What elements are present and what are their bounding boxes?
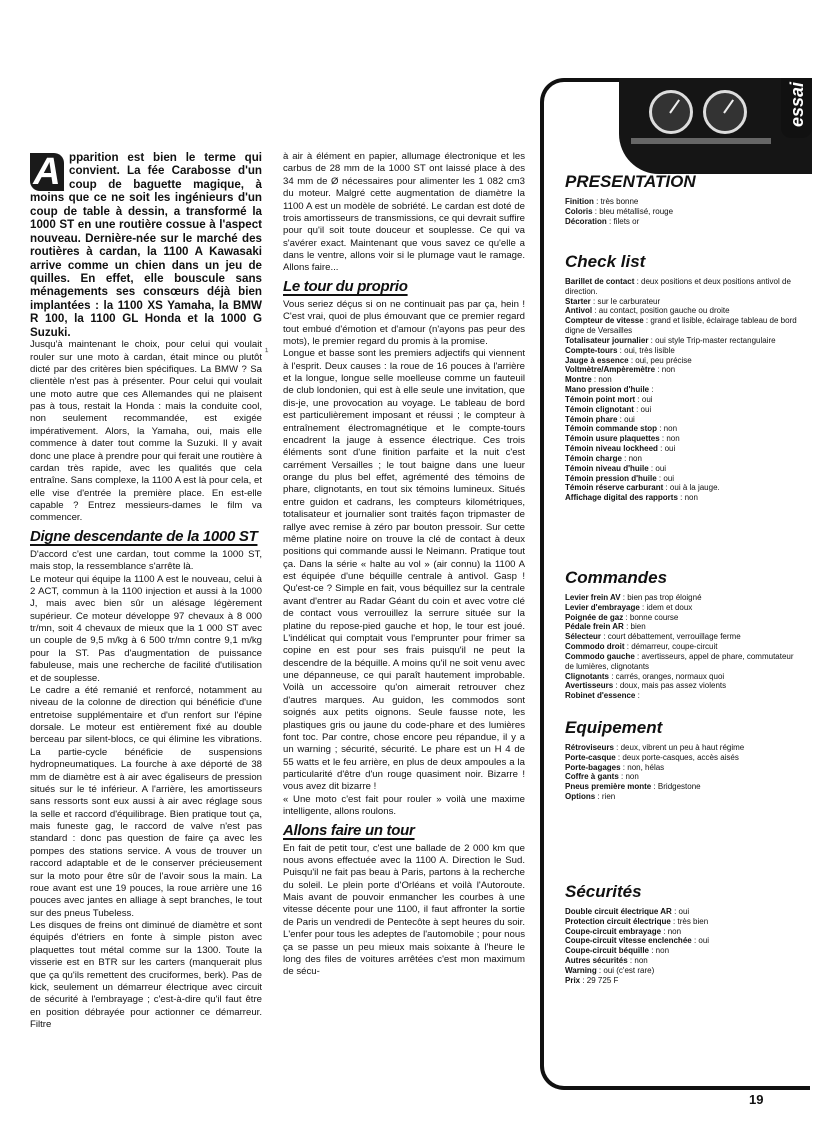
spec-value: :	[635, 691, 640, 701]
spec-key: Coupe-circuit embrayage	[565, 926, 662, 936]
lead-paragraph: pparition est bien le terme qui convient. La fée Carabosse d'un coup de baguette magique, à moins que ce ne soit les ingénieurs d'un coup de table à dessin, a transformé la 1000 ST en une routière cossue à l'aspect nouveau. Dernière-née sur le marché des routières à cardan, la 1100 A Kawasaki arrive comme un chien dans un jeu de quilles. En effet, elle bouscule sans ménagements ses consœurs déjà bien implantées : la 1100 XS Yamaha, la BMW R 100, la 1100 GL Honda et la 1000 G Suzuki.	[30, 151, 262, 339]
spec-key: Levier frein AV	[565, 593, 621, 602]
spec-key: Témoin charge	[565, 453, 622, 463]
spec-value: : oui style Trip-master rectangulaire	[648, 335, 776, 345]
spec-value: : non	[591, 375, 612, 385]
spec-key: Coupe-circuit béquille	[565, 946, 650, 956]
spec-value: : non	[677, 493, 698, 503]
drop-cap: A	[30, 153, 64, 191]
spec-item	[565, 464, 797, 474]
spec-key: Coupe-circuit vitesse enclenchée	[565, 936, 692, 946]
spec-key: Voltmètre/Ampèremètre	[565, 365, 656, 375]
spec-value: : deux porte-casques, accès aisés	[615, 752, 739, 762]
spec-item	[565, 966, 797, 976]
spec-key: Montre	[565, 375, 592, 385]
margin-mark: ¹	[265, 347, 269, 358]
spec-value: : non	[649, 946, 670, 956]
spec-value: :	[649, 385, 654, 395]
section3-paragraph-1: En fait de petit tour, c'est une ballade de 2 000 km que nous avons effectuée avec la 1100 A. Direction le Sud. Puisqu'il ne fait pas beau à Paris, partons à la recherche du soleil. Le plein porte d'Orléans et voilà l'Autoroute. Mais avant de pouvoir enmancher les courbes à une vitesse décente pour une 1100, il faut affronter la sortie de Paris un vendredi de Pentecôte à sept heures du soir. L'enfer pour tous les adeptes de l'automobile ; pour nous ça se passe un peu mieux mais soixante à l'heure le long des files de voitures arrêtées c'est mon maximum de sécu-	[283, 842, 525, 978]
spec-key: Témoin réserve carburant	[565, 483, 664, 493]
spec-value: : deux positions et deux positions antivol de direction.	[565, 277, 791, 296]
spec-key: Témoin usure plaquettes	[565, 434, 660, 444]
spec-value: : oui	[691, 936, 710, 946]
spec-item	[565, 782, 797, 792]
section1-paragraph-2: Le moteur qui équipe la 1100 A est le nouveau, celui à 2 ACT, commun à la 1100 injection et aussi à la 1000 J, mais avec bien sûr un alésage légèrement supérieur. Ce moteur développe 97 chevaux à 8 000 tr/mn, soit 4 chevaux de mieux que la 1 000 ST avec un couple de 9,5 m/kg à 6 500 tr/mn contre 9,1 m/kg pour la ST. Pas d'augmentation de puissance fabuleuse, mais une recherche de facilité d'utilisation et de souplesse.	[30, 573, 262, 684]
spec-key: Clignotants	[565, 671, 609, 681]
spec-key: Protection circuit électrique	[565, 916, 671, 926]
spec-item	[565, 632, 797, 642]
presentation-section	[565, 172, 797, 226]
spec-value: : non	[661, 926, 682, 936]
spec-item	[565, 356, 797, 366]
spec-key: Décoration	[565, 216, 607, 226]
spec-value: : carrés, oranges, normaux quoi	[609, 671, 725, 681]
commandes-title: Commandes	[565, 568, 668, 587]
spec-item	[565, 395, 797, 405]
section2-paragraph-3: « Une moto c'est fait pour rouler » voilà une maxime intelligente, allons roulons.	[283, 793, 525, 818]
column2-paragraph-1: à air à élément en papier, allumage électronique et les carbus de 28 mm de la 1000 ST ont laissé place à des 34 mm de Ø nécessaires pour alimenter les 1 082 cm3 du moteur. Malgré cette augmentation de diamètre la 1100 A est un modèle de sobriété. Le cardan est doté de trois amortisseurs de transmissions, ce qui devrait suffire pour qu'il soit toute douceur et souplesse. Ce qui va s'avérer exact. Maintenant que vous savez ce qu'elle a dans le ventre, allons voir si le plumage vaut le ramage. Allons faire...	[283, 151, 525, 274]
spec-value: : oui	[657, 444, 676, 454]
spec-item	[565, 763, 797, 773]
spec-item	[565, 772, 797, 782]
spec-value: : au contact, position gauche ou droite	[592, 306, 730, 316]
spec-item	[565, 405, 797, 415]
section-heading-1: Digne descendante de la 1000 ST	[30, 527, 258, 545]
article-lead	[30, 151, 262, 339]
article-column-1	[30, 151, 262, 1031]
spec-item	[565, 365, 797, 375]
spec-key: Témoin point mort	[565, 394, 636, 404]
spec-item	[565, 936, 797, 946]
spec-key: Autres sécurités	[565, 956, 628, 966]
spec-key: Robinet d'essence	[565, 691, 636, 701]
spec-key: Compte-tours	[565, 345, 618, 355]
spec-key: Témoin pression d'huile	[565, 473, 657, 483]
article-column-2	[283, 151, 525, 979]
commandes-section	[565, 568, 797, 701]
spec-item	[565, 753, 797, 763]
spec-item	[565, 483, 797, 493]
spec-value: : rien	[595, 792, 616, 802]
spec-value: : oui, peu précise	[628, 355, 692, 365]
spec-value: : très bien	[670, 916, 709, 926]
spec-item	[565, 493, 797, 503]
intro-paragraph: Jusqu'à maintenant le choix, pour celui qui voulait rouler sur une moto à cardan, était mince ou plutôt dicté par des critères bien spécifiques. La BMW ? Sa clientèle n'est pas à présenter. Pour celui qui voulait une moto autre que ces Allemandes qui ne plaisent pas à tous, restait la Honda : mais la conduite cool, non seulement recommandée, est exigée impérativement. Alors, la Yamaha, oui, mais elle commence à dater tout comme la Suzuki. Il y avait donc une place à prendre pour qui ferait une routière à cardan très rapide, avec les qualités que cela entraîne. Sans complexe, la 1100 A est là pour cela, et elle vise d'entrée la première place. En est-elle capable ? Entrez messieurs-dames le film va commencer.	[30, 339, 263, 524]
spec-key: Témoin phare	[565, 414, 618, 424]
spec-item	[565, 946, 797, 956]
spec-item	[565, 454, 797, 464]
spec-value: : non	[655, 365, 676, 375]
section1-paragraph-1: D'accord c'est une cardan, tout comme la 1000 ST, mais stop, la ressemblance s'arrête là.	[30, 548, 262, 573]
spec-key: Coffre à gants	[565, 772, 619, 782]
spec-item	[565, 316, 797, 336]
spec-key: Jauge à essence	[565, 355, 629, 365]
spec-key: Affichage digital des rapports	[565, 493, 678, 503]
spec-item	[565, 277, 797, 297]
spec-item	[565, 306, 797, 316]
spec-key: Témoin clignotant	[565, 404, 634, 414]
handlebar-shape	[631, 138, 771, 144]
spec-item	[565, 197, 797, 207]
spec-item	[565, 385, 797, 395]
spec-value: : bien pas trop éloigné	[620, 593, 702, 602]
spec-item	[565, 672, 797, 682]
section1-paragraph-4: Les disques de freins ont diminué de diamètre et sont équipés d'étriers en fonte à simple piston avec plaquettes tout métal comme sur la 1300. Toute la visserie est en BTR sur les carters (manquerait plus que ça qu'ils remettent des cruciformes, berk). Pas de kick, seulement un démarreur électrique avec circuit de sécurité à l'embrayage ; c'est-à-dire qu'il faut être en position débrayée pour actionner ce démarreur. Filtre	[30, 920, 262, 1030]
spec-value: : non	[657, 424, 678, 434]
spec-item	[565, 681, 797, 691]
spec-key: Coloris	[565, 206, 593, 216]
spec-value: : oui	[671, 907, 690, 916]
spec-key: Sélecteur	[565, 632, 602, 642]
spec-value: : non, hélas	[620, 762, 665, 772]
spec-item	[565, 424, 797, 434]
presentation-title: PRESENTATION	[565, 172, 696, 191]
spec-value: : bien	[623, 622, 646, 632]
tachometer-gauge-icon	[703, 90, 747, 134]
spec-item	[565, 743, 797, 753]
spec-key: Mano pression d'huile	[565, 385, 650, 395]
spec-key: Poignée de gaz	[565, 612, 624, 622]
spec-key: Avertisseurs	[565, 681, 614, 691]
spec-item	[565, 434, 797, 444]
spec-value: : bleu métallisé, rouge	[592, 206, 674, 216]
spec-value: : filets or	[606, 216, 640, 226]
spec-value: : Bridgestone	[651, 782, 701, 792]
spec-value: : bonne course	[623, 612, 679, 622]
speedometer-gauge-icon	[649, 90, 693, 134]
spec-value: : non	[618, 772, 639, 782]
spec-item	[565, 207, 797, 217]
spec-value: : deux, vibrent un peu à haut régime	[613, 743, 745, 752]
spec-key: Compteur de vitesse	[565, 316, 644, 326]
section-heading-3: Allons faire un tour	[283, 821, 415, 839]
spec-key: Levier d'embrayage	[565, 602, 640, 612]
spec-item	[565, 691, 797, 701]
section1-paragraph-3: Le cadre a été remanié et renforcé, notamment au niveau de la colonne de direction qui bénéficie d'une entretoise supplémentaire et d'un renfort sur l'épine dorsale. Le moteur est entièrement fixé au double berceau par silent-blocs, ce qui élimine les vibrations. La partie-cycle bénéficie de suspensions hydropneumatiques. La fourche à axe déporté de 38 mm de diamètre est à air avec égaliseurs de pression situés sur le té inférieur. A l'arrière, les amortisseurs sans ressorts sont eux aussi à air avec réglage sous la selle et raccord d'équilibrage. Bien pratique tout ça, mais funeste gag, le raccord de valve n'est pas standard : donc pas question de faire ça avec les pompes des stations service. A vous de trouver un raccord adaptable et de le conserver précieusement sur la moto pour être sûr de l'avoir sous la main. La roue avant est une 19 pouces, la roue arrière une 16 pouces avec jantes en alliage à sept branches, le tout sur des pneus Tubeless.	[30, 684, 262, 919]
spec-item	[565, 297, 797, 307]
spec-item	[565, 415, 797, 425]
spec-item	[565, 375, 797, 385]
spec-value: : non	[659, 434, 680, 444]
spec-key: Porte-bagages	[565, 762, 621, 772]
spec-value: : oui	[656, 473, 675, 483]
spec-value: : court débattement, verrouillage ferme	[601, 632, 741, 642]
spec-item	[565, 217, 797, 227]
spec-item	[565, 474, 797, 484]
spec-key: Warning	[565, 965, 597, 975]
securites-section	[565, 882, 797, 986]
spec-key: Témoin niveau d'huile	[565, 463, 649, 473]
spec-item	[565, 613, 797, 623]
spec-key: Pneus première monte	[565, 782, 652, 792]
spec-key: Starter	[565, 296, 591, 306]
spec-value: : oui	[648, 463, 667, 473]
spec-value: : oui, très lisible	[617, 345, 675, 355]
spec-key: Témoin commande stop	[565, 424, 658, 434]
spec-key: Barillet de contact	[565, 277, 635, 286]
spec-key: Finition	[565, 197, 594, 206]
spec-key: Antivol	[565, 306, 593, 316]
spec-item	[565, 444, 797, 454]
essai-label: essai	[787, 82, 807, 128]
spec-value: : non	[621, 453, 642, 463]
spec-key: Commodo gauche	[565, 651, 635, 661]
spec-value: : doux, mais pas assez violents	[613, 681, 727, 691]
spec-value: : sur le carburateur	[590, 296, 661, 306]
spec-item	[565, 917, 797, 927]
spec-value: : avertisseurs, appel de phare, commutateur de lumières, clignotants	[565, 651, 794, 671]
equipement-section	[565, 718, 797, 802]
securites-title: Sécurités	[565, 882, 642, 901]
spec-key: Totalisateur journalier	[565, 335, 649, 345]
spec-key: Rétroviseurs	[565, 743, 614, 752]
spec-item	[565, 907, 797, 917]
spec-key: Porte-casque	[565, 752, 616, 762]
spec-key: Commodo droit	[565, 642, 625, 652]
spec-value: : très bonne	[593, 197, 639, 206]
spec-value: : idem et doux	[639, 602, 693, 612]
spec-value: : démarreur, coupe-circuit	[624, 642, 718, 652]
spec-item	[565, 346, 797, 356]
spec-value: : 29 725 F	[580, 975, 619, 985]
spec-key: Double circuit électrique AR	[565, 907, 672, 916]
spec-item	[565, 642, 797, 652]
checklist-title: Check list	[565, 252, 646, 271]
spec-value: : oui à la jauge.	[663, 483, 720, 493]
spec-value: : oui	[635, 394, 653, 404]
section2-paragraph-2: Longue et basse sont les premiers adjectifs qui viennent à l'esprit. Deux causes : la roue de 16 pouces à l'arrière et la longue, longue selle moelleuse comme un fauteuil de club londonien, qui est à elle seule une invitation, que dis-je, une provocation au voyage. Le tableau de bord est particulièrement imposant et réussi ; le compteur à entraînement électromagnétique et le compte-tours encadrent la jauge à essence électrique. Ces trois éléments sont d'une finition parfaite et la nuit c'est carrément Versailles ; le tout baigne dans une lueur orange du plus bel effet, agrémenté des témoins de phare, clignotants, en tout six témoins lumineux. Situés entre guidon et cadrans, les compteurs kilométriques, totalisateur et journalier sont traités façon tripmaster de rallye avec remise à zéro par bouton pressoir. Sur cette même platine noire on trouve la clé de contact à deux positions qui commande aussi le Neimann. Pratique tout ça. Dans la série « halte au vol » (air connu) la 1100 A est équipée d'une béquille centrale à antivol. Gasp ! Qu'est-ce ? Simple en fait, vous béquillez sur la centrale avant d'entrer au Radar Géant du coin et avec votre clé de contact vous verrouillez la serrure située sur la platine du repose-pied gauche et hop, le tour est joué. L'indélicat qui comptait vous l'emprunter pour frimer sa copine en est pour ses frais puisqu'il ne peut la descendre de la béquille. A moins qu'il ne soit venu avec une dépanneuse, ce qui paraît hautement improbable. Voilà un accessoire qu'on aimerait retrouver chez d'autres marques. Au guidon, les commodos sont soignés aux petits oignons. Seule fausse note, les plastiques gris ou jaune du code-phare et des lumières font toc. Par contre, chose encore peu répandue, il y a un warning ; sécurité, sécurité. Le phare est un H 4 de 55 watts et le feu arrière, en plus de deux ampoules a la particularité d'être d'un rouge quasiment noir. Bizarre ! vous avez dit bizarre !	[283, 348, 525, 793]
spec-item	[565, 622, 797, 632]
spec-item	[565, 652, 797, 672]
spec-item	[565, 956, 797, 966]
spec-key: Options	[565, 792, 596, 802]
spec-value: : oui	[617, 414, 635, 424]
spec-key: Pédale frein AR	[565, 622, 624, 632]
spec-key: Témoin niveau lockheed	[565, 444, 658, 454]
spec-item	[565, 336, 797, 346]
spec-item	[565, 927, 797, 937]
spec-item	[565, 976, 797, 986]
spec-value: : grand et lisible, éclairage tableau de bord digne de Versailles	[565, 316, 797, 336]
spec-item	[565, 603, 797, 613]
checklist-section	[565, 252, 797, 503]
spec-value: : oui	[633, 404, 652, 414]
spec-value: : oui (c'est rare)	[596, 965, 655, 975]
equipement-title: Equipement	[565, 718, 663, 737]
spec-item	[565, 593, 797, 603]
section-heading-2: Le tour du proprio	[283, 277, 408, 295]
spec-item	[565, 792, 797, 802]
spec-value: : non	[627, 956, 648, 966]
spec-key: Prix	[565, 975, 581, 985]
section2-paragraph-1: Vous seriez déçus si on ne continuait pas par ça, hein ! C'est vrai, quoi de plus émouvant que ce premier regard tout embué d'émotion et d'amour (n'ayons pas peur des mots), le premier regard du promis à la promise.	[283, 298, 525, 347]
page-number: 19	[749, 1092, 764, 1107]
